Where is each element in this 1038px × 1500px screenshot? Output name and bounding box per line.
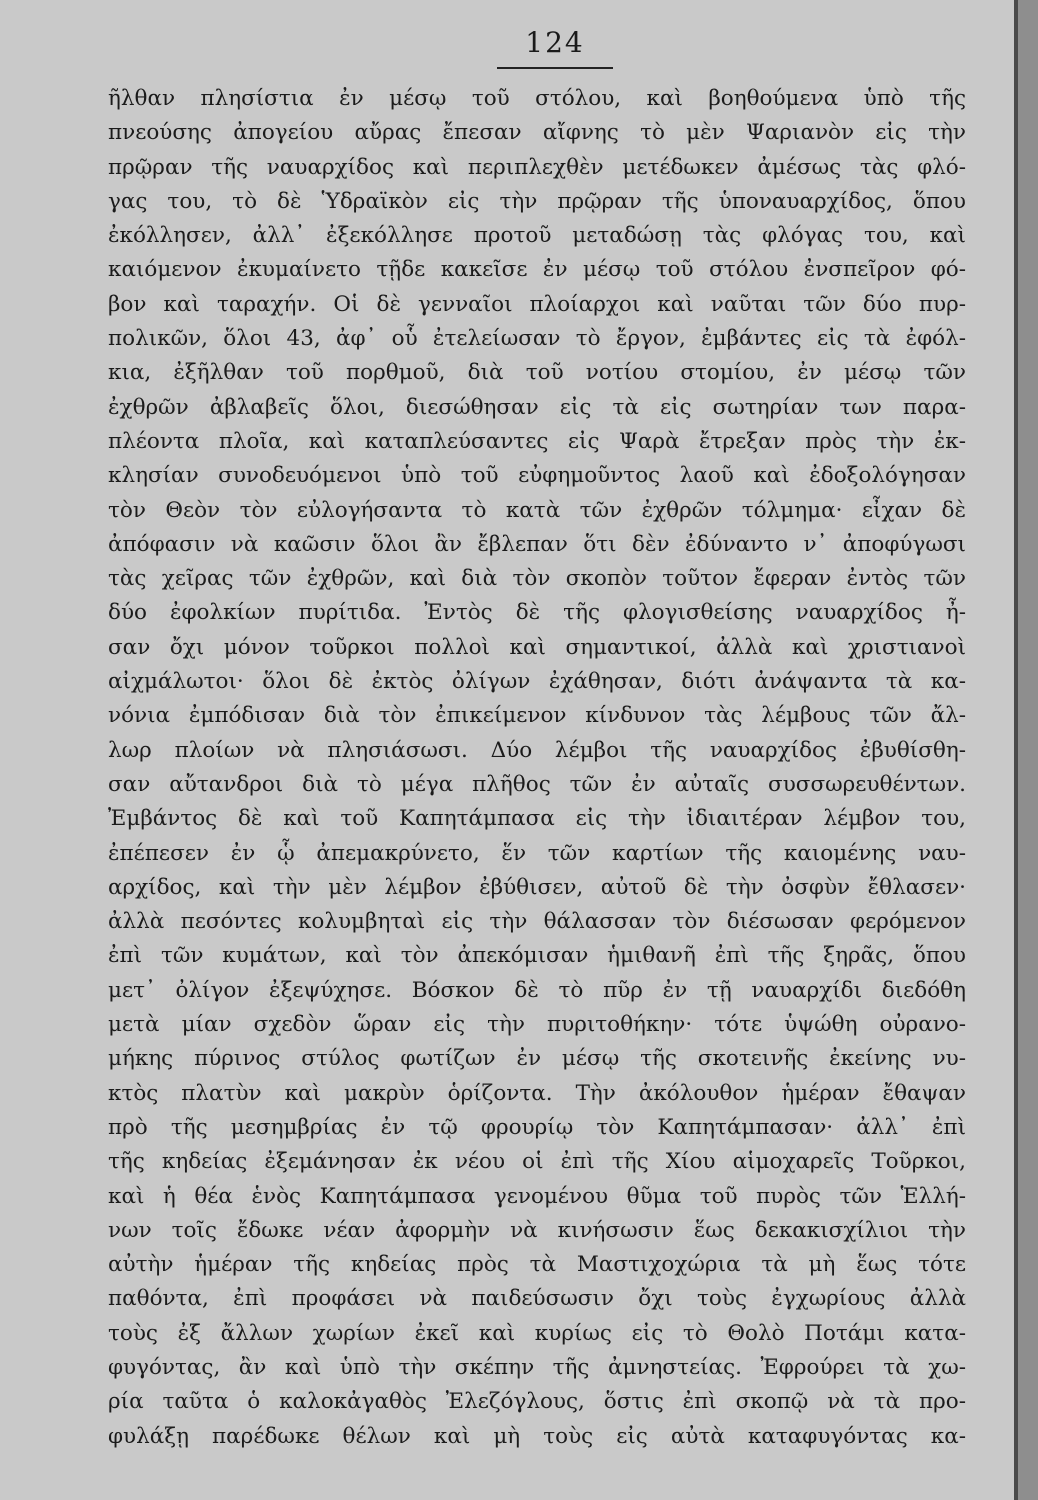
- text-line: τὰς χεῖρας τῶν ἐχθρῶν, καὶ διὰ τὸν σκοπὸν τοῦτον ἔφεραν ἐντὸς τῶν: [108, 566, 966, 592]
- text-line: γας του, τὸ δὲ Ὑδραϊκὸν εἰς τὴν πρῷραν τῆς ὑποναυαρχίδος, ὅπου: [108, 188, 966, 214]
- text-line: πνεούσης ἀπογείου αὔρας ἔπεσαν αἴφνης τὸ μὲν Ψαριανὸν εἰς τὴν: [108, 120, 966, 146]
- text-line: βον καὶ ταραχήν. Οἱ δὲ γενναῖοι πλοίαρχοι καὶ ναῦται τῶν δύο πυρ-: [108, 291, 966, 317]
- text-line: δύο ἐφολκίων πυρίτιδα. Ἐντὸς δὲ τῆς φλογισθείσης ναυαρχίδος ἦ-: [108, 600, 966, 626]
- text-line: ἀλλὰ πεσόντες κολυμβηταὶ εἰς τὴν θάλασσαν τὸν διέσωσαν φερόμενον: [108, 909, 966, 935]
- text-line: αἰχμάλωτοι· ὅλοι δὲ ἐκτὸς ὀλίγων ἐχάθησαν, διότι ἀνάψαντα τὰ κα-: [108, 669, 966, 695]
- text-line: μετ᾽ ὀλίγον ἐξεψύχησε. Βόσκον δὲ τὸ πῦρ ἐν τῇ ναυαρχίδι διεδόθη: [108, 977, 966, 1003]
- text-line: τοὺς ἐξ ἄλλων χωρίων ἐκεῖ καὶ κυρίως εἰς τὸ Θολὸ Ποτάμι κατα-: [108, 1320, 966, 1346]
- text-line: αὐτὴν ἡμέραν τῆς κηδείας πρὸς τὰ Μαστιχοχώρια τὰ μὴ ἕως τότε: [108, 1252, 966, 1278]
- text-line: Ἐμβάντος δὲ καὶ τοῦ Καπητάμπασα εἰς τὴν ἰδιαιτέραν λέμβον του,: [108, 806, 966, 832]
- text-line: μήκης πύρινος στύλος φωτίζων ἐν μέσῳ τῆς σκοτεινῆς ἐκείνης νυ-: [108, 1046, 966, 1072]
- text-line: ἐπὶ τῶν κυμάτων, καὶ τὸν ἀπεκόμισαν ἡμιθανῆ ἐπὶ τῆς ξηρᾶς, ὅπου: [108, 943, 966, 969]
- text-line: πολικῶν, ὅλοι 43, ἀφ᾽ οὗ ἐτελείωσαν τὸ ἔργον, ἐμβάντες εἰς τὰ ἐφόλ-: [108, 326, 966, 352]
- text-line: ρία ταῦτα ὁ καλοκἀγαθὸς Ἐλεζόγλους, ὅστις ἐπὶ σκοπῷ νὰ τὰ προ-: [108, 1389, 966, 1415]
- text-line: καὶ ἡ θέα ἑνὸς Καπητάμπασα γενομένου θῦμα τοῦ πυρὸς τῶν Ἑλλή-: [108, 1183, 966, 1209]
- text-line: φυγόντας, ἂν καὶ ὑπὸ τὴν σκέπην τῆς ἀμνηστείας. Ἐφρούρει τὰ χω-: [108, 1354, 966, 1380]
- text-line: σαν ὄχι μόνον τοῦρκοι πολλοὶ καὶ σημαντικοί, ἀλλὰ καὶ χριστιανοὶ: [108, 634, 966, 660]
- text-line: νων τοῖς ἔδωκε νέαν ἀφορμὴν νὰ κινήσωσιν ἕως δεκακισχίλιοι τὴν: [108, 1217, 966, 1243]
- body-text: [108, 82, 966, 1454]
- text-line: αρχίδος, καὶ τὴν μὲν λέμβον ἐβύθισεν, αὐτοῦ δὲ τὴν ὀσφὺν ἔθλασεν·: [108, 874, 966, 900]
- text-line: κλησίαν συνοδευόμενοι ὑπὸ τοῦ εὐφημοῦντος λαοῦ καὶ ἐδοξολόγησαν: [108, 463, 966, 489]
- text-line: καιόμενον ἐκυμαίνετο τῇδε κακεῖσε ἐν μέσῳ τοῦ στόλου ἐνσπεῖρον φό-: [108, 257, 966, 283]
- adjacent-page-strip: [1018, 0, 1038, 1500]
- page-number-rule: [497, 67, 613, 69]
- text-line: πρῷραν τῆς ναυαρχίδος καὶ περιπλεχθὲν μετέδωκεν ἀμέσως τὰς φλό-: [108, 154, 966, 180]
- text-line: νόνια ἐμπόδισαν διὰ τὸν ἐπικείμενον κίνδυνον τὰς λέμβους τῶν ἄλ-: [108, 703, 966, 729]
- text-line: μετὰ μίαν σχεδὸν ὥραν εἰς τὴν πυριτοθήκην· τότε ὑψώθη οὐρανο-: [108, 1012, 966, 1038]
- text-line: πλέοντα πλοῖα, καὶ καταπλεύσαντες εἰς Ψαρὰ ἔτρεξαν πρὸς τὴν ἐκ-: [108, 428, 966, 454]
- text-line: κια, ἐξῆλθαν τοῦ πορθμοῦ, διὰ τοῦ νοτίου στομίου, ἐν μέσῳ τῶν: [108, 360, 966, 386]
- text-line: φυλάξῃ παρέδωκε θέλων καὶ μὴ τοὺς εἰς αὐτὰ καταφυγόντας κα-: [108, 1423, 966, 1449]
- text-line: τὸν Θεὸν τὸν εὐλογήσαντα τὸ κατὰ τῶν ἐχθρῶν τόλμημα· εἶχαν δὲ: [108, 497, 966, 523]
- text-line: πρὸ τῆς μεσημβρίας ἐν τῷ φρουρίῳ τὸν Καπητάμπασαν· ἀλλ᾽ ἐπὶ: [108, 1114, 966, 1140]
- text-line: ἐπέπεσεν ἐν ᾧ ἀπεμακρύνετο, ἕν τῶν καρτίων τῆς καιομένης ναυ-: [108, 840, 966, 866]
- text-line: ἐκόλλησεν, ἀλλ᾽ ἐξεκόλλησε προτοῦ μεταδώσῃ τὰς φλόγας του, καὶ: [108, 223, 966, 249]
- page-number: 124: [525, 26, 585, 59]
- text-line: ῆλθαν πλησίστια ἐν μέσῳ τοῦ στόλου, καὶ βοηθούμενα ὑπὸ τῆς: [108, 86, 966, 111]
- text-line: κτὸς πλατὺν καὶ μακρὺν ὁρίζοντα. Τὴν ἀκόλουθον ἡμέραν ἔθαψαν: [108, 1080, 966, 1106]
- text-line: παθόντα, ἐπὶ προφάσει νὰ παιδεύσωσιν ὄχι τοὺς ἐγχωρίους ἀλλὰ: [108, 1286, 966, 1312]
- text-line: τῆς κηδείας ἐξεμάνησαν ἐκ νέου οἱ ἐπὶ τῆς Χίου αἱμοχαρεῖς Τοῦρκοι,: [108, 1149, 966, 1175]
- text-line: λωρ πλοίων νὰ πλησιάσωσι. Δύο λέμβοι τῆς ναυαρχίδος ἐβυθίσθη-: [108, 737, 966, 763]
- text-line: ἐχθρῶν ἀβλαβεῖς ὅλοι, διεσώθησαν εἰς τὰ εἰς σωτηρίαν των παρα-: [108, 394, 966, 420]
- text-line: ἀπόφασιν νὰ καῶσιν ὅλοι ἂν ἔβλεπαν ὅτι δὲν ἐδύναντο ν᾽ ἀποφύγωσι: [108, 531, 966, 557]
- text-line: σαν αὔτανδροι διὰ τὸ μέγα πλῆθος τῶν ἐν αὐταῖς συσσωρευθέντων.: [108, 771, 966, 797]
